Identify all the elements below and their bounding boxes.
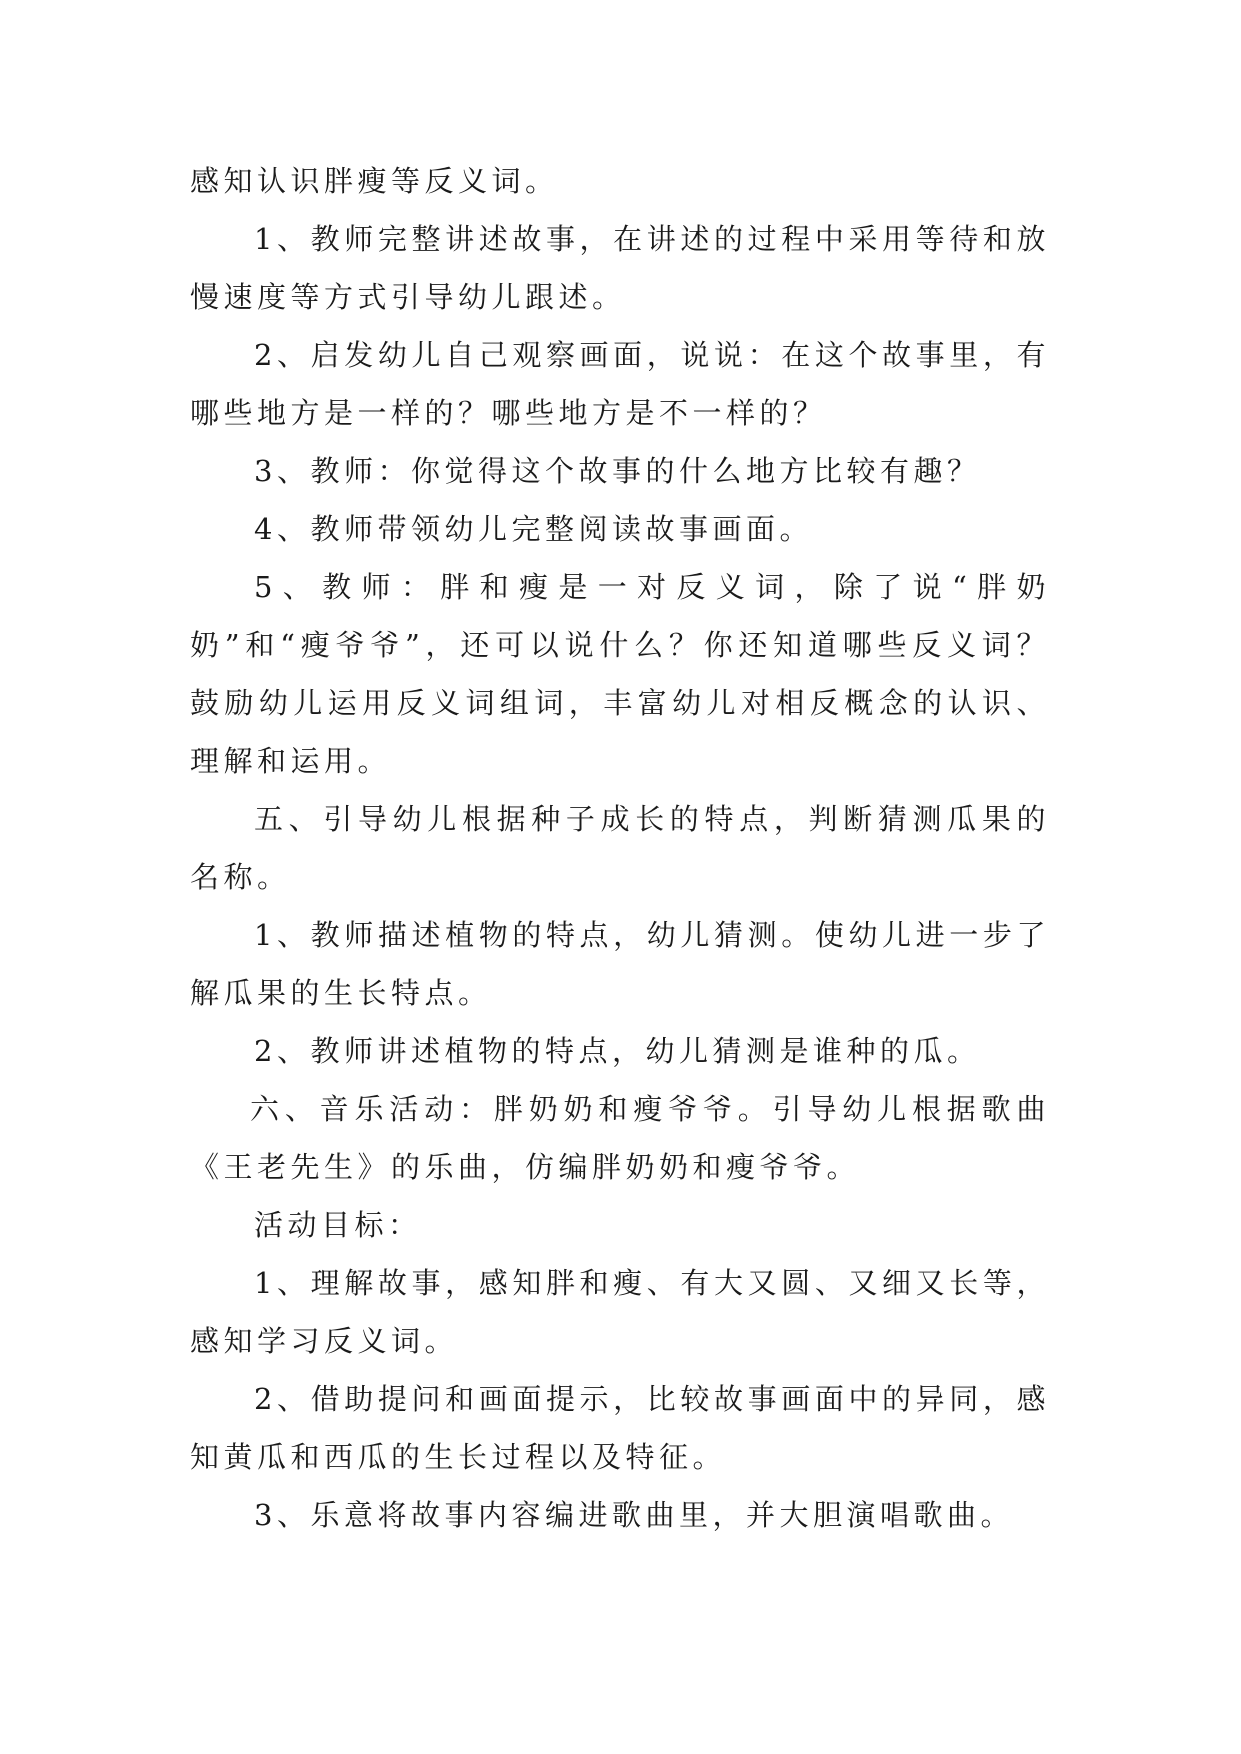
goal-item-2: 2、借助提问和画面提示，比较故事画面中的异同，感知黄瓜和西瓜的生长过程以及特征。 bbox=[190, 1382, 1050, 1474]
paragraph-step-1: 1、教师完整讲述故事，在讲述的过程中采用等待和放慢速度等方式引导幼儿跟述。 bbox=[190, 222, 1050, 314]
goal-item-1: 1、理解故事，感知胖和瘦、有大又圆、又细又长等，感知学习反义词。 bbox=[190, 1266, 1050, 1358]
paragraph-five-step-1: 1、教师描述植物的特点，幼儿猜测。使幼儿进一步了解瓜果的生长特点。 bbox=[190, 918, 1050, 1010]
paragraph-step-4: 4、教师带领幼儿完整阅读故事画面。 bbox=[254, 512, 813, 546]
paragraph-step-5: 5、教师：胖和瘦是一对反义词，除了说“胖奶奶”和“瘦爷爷”，还可以说什么？你还知道哪些反义词？鼓励幼儿运用反义词组词，丰富幼儿对相反概念的认识、理解和运用。 bbox=[190, 570, 1050, 778]
section-heading-six: 六、音乐活动：胖奶奶和瘦爷爷。引导幼儿根据歌曲《王老先生》的乐曲，仿编胖奶奶和瘦爷爷。 bbox=[190, 1092, 1050, 1184]
activity-goals-heading: 活动目标： bbox=[254, 1208, 422, 1242]
paragraph-five-step-2: 2、教师讲述植物的特点，幼儿猜测是谁种的瓜。 bbox=[254, 1034, 981, 1068]
paragraph-step-2: 2、启发幼儿自己观察画面，说说：在这个故事里，有哪些地方是一样的？哪些地方是不一样的？ bbox=[190, 338, 1050, 430]
section-heading-five: 五、引导幼儿根据种子成长的特点，判断猜测瓜果的名称。 bbox=[190, 802, 1050, 894]
paragraph-step-3: 3、教师：你觉得这个故事的什么地方比较有趣？ bbox=[254, 454, 981, 488]
goal-item-3: 3、乐意将故事内容编进歌曲里，并大胆演唱歌曲。 bbox=[254, 1498, 1014, 1532]
document-body bbox=[190, 152, 1050, 1544]
paragraph-continuation: 感知认识胖瘦等反义词。 bbox=[190, 164, 559, 198]
